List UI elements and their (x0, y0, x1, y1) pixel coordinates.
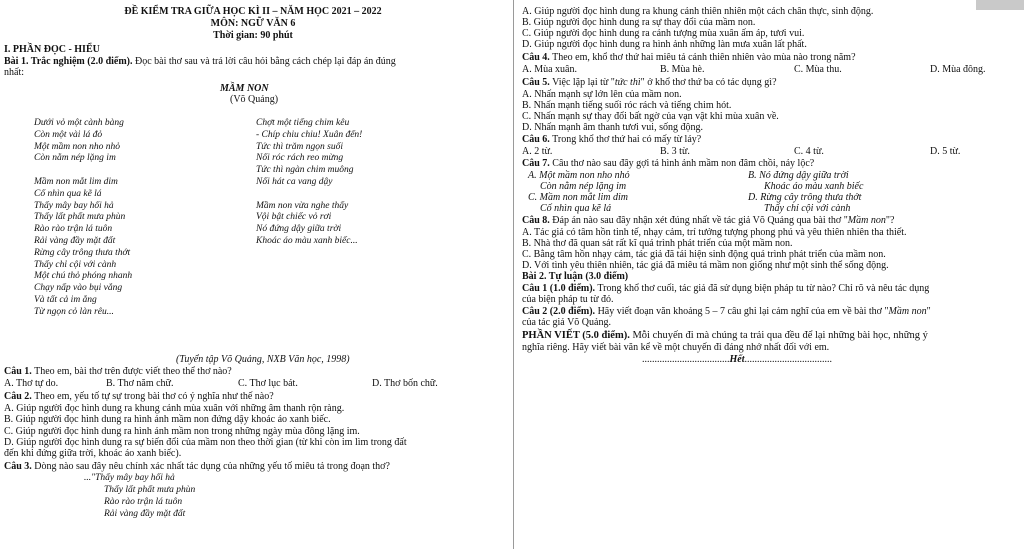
q6-option-b: B. 3 từ. (660, 146, 690, 157)
q2-label: Câu 2. (4, 391, 32, 402)
q6-stem (522, 134, 701, 145)
q7-label: Câu 7. (522, 158, 550, 169)
q3-option-b: B. Giúp người đọc hình dung ra sự thay đổi của mầm non. (522, 17, 756, 28)
q3-option-d: D. Giúp người đọc hình dung ra hình ảnh những làn mưa xuân lất phất. (522, 39, 807, 50)
q1-text: Theo em, bài thơ trên được viết theo thể thơ nào? (31, 366, 232, 377)
q8-option-d: D. Với tình yêu thiên nhiên, tác giả đã miêu tả mầm non giống như một sinh thể sống động. (522, 260, 889, 271)
q2-stem (4, 391, 274, 402)
bai2-c1-text: Trong khổ thơ cuối, tác giả đã sử dụng biện pháp tu từ nào? Chỉ rõ và nêu tác dụng (595, 283, 930, 294)
bai2-c2-text: Hãy viết đoạn văn khoảng 5 – 7 câu ghi lại cảm nghĩ của em về bài thơ " (595, 306, 889, 317)
q7-option-a: A. Một mầm non nho nhỏ (528, 170, 630, 181)
q7-option-c-cont: Cố nhìn qua kẽ lá (540, 203, 612, 214)
end-dots-right: ................................... (744, 354, 832, 365)
q3-excerpt-line: Thấy lất phất mưa phùn (104, 485, 196, 495)
q8-option-a: A. Tác giả có tâm hồn tinh tế, nhạy cảm, trí tưởng tượng phong phú và yêu thiên nhiên tha thiết. (522, 227, 907, 238)
end-dots-left: ................................... (642, 354, 730, 365)
q8-text-pre: Đáp án nào sau đây nhận xét đúng nhất về tác giả Võ Quảng qua bài thơ " (549, 215, 848, 226)
q3-stem (4, 461, 390, 472)
q7-stem (522, 158, 814, 169)
bai2-c2-em: Mầm non (888, 306, 927, 317)
exam-time: Thời gian: 90 phút (213, 30, 293, 41)
right-column (522, 0, 1018, 549)
bai2-c1 (522, 283, 929, 294)
q7-text: Câu thơ nào sau đây gợi tả hình ảnh mầm non đâm chồi, nảy lộc? (549, 158, 815, 169)
column-divider (513, 0, 514, 549)
q4-option-c: C. Mùa thu. (794, 64, 842, 75)
q1-option-a: A. Thơ tự do. (4, 378, 59, 389)
poem-line: Nó đứng dậy giữa trời (256, 224, 342, 235)
section-reading-heading: I. PHẦN ĐỌC - HIỂU (4, 44, 100, 55)
poem-line: Còn một vài lá đỏ (34, 129, 103, 140)
q2-option-a: A. Giúp người đọc hình dung ra khung cảnh mùa xuân với những âm thanh rộn ràng. (4, 403, 345, 414)
poem-line: Khoác áo màu xanh biếc... (256, 236, 358, 246)
poem-line: Chạy nấp vào bụi vắng (34, 283, 123, 294)
q6-option-c: C. 4 từ. (794, 146, 824, 157)
q7-option-d-cont: Thấy chỉ cội với cành (764, 203, 851, 214)
left-column (0, 0, 506, 549)
q6-label: Câu 6. (522, 134, 550, 145)
bai2-c2-label: Câu 2 (2.0 điểm). (522, 306, 596, 317)
exam-title: ĐỀ KIỂM TRA GIỮA HỌC KÌ II – NĂM HỌC 2021 – 2022 (124, 6, 382, 17)
bai1-intro-text: Đọc bài thơ sau và trả lời câu hỏi bằng cách chép lại đáp án đúng (132, 56, 396, 67)
poem-line: Dưới vỏ một cành bàng (34, 118, 124, 128)
poem-line: Thấy mây bay hối hả (34, 200, 114, 211)
q7-option-b: B. Nó đứng dậy giữa trời (748, 170, 849, 181)
q5-label: Câu 5. (522, 77, 550, 88)
q5-option-d: D. Nhấn mạnh âm thanh tươi vui, sống động. (522, 122, 703, 133)
q5-option-b: B. Nhấn mạnh tiếng suối róc rách và tiếng chim hót. (522, 100, 732, 111)
poem-line: Cố nhìn qua kẽ lá (34, 188, 102, 199)
poem-source: (Tuyển tập Võ Quảng, NXB Văn học, 1998) (176, 354, 350, 365)
q8-stem (522, 215, 894, 226)
q1-stem (4, 366, 232, 377)
poem-line: Và tất cả im ắng (34, 295, 97, 305)
q4-option-d: D. Mùa đông. (930, 64, 986, 75)
q7-option-a-cont: Còn nằm nép lặng im (540, 181, 627, 192)
end-word: Hết (729, 354, 745, 365)
section-writing-cont: nghĩa riêng. Hãy viết bài văn kể về một chuyến đi đáng nhớ nhất đối với em. (522, 342, 830, 353)
bai2-c2-end: " (926, 306, 931, 317)
q4-stem (522, 52, 856, 63)
poem-line: Rải vàng đầy mặt đất (34, 236, 116, 246)
q8-option-c: C. Bằng tâm hồn nhạy cảm, tác giả đã tái hiện sinh động quá trình phát triển của mầm non. (522, 249, 886, 260)
q2-option-c: C. Giúp người đọc hình dung ra hình ảnh mầm non trong những ngày mùa đông lặng im. (4, 426, 360, 437)
poem-line: Một mầm non nho nhỏ (34, 141, 121, 152)
window-corner (976, 0, 1024, 10)
q5-stem (522, 77, 777, 88)
q3-text: Dòng nào sau đây nêu chính xác nhất tác dụng của những yếu tố miêu tả trong đoạn thơ? (31, 461, 390, 472)
q1-option-b: B. Thơ năm chữ. (106, 378, 174, 389)
poem-line: Từ ngọn cỏ làn rêu... (34, 306, 114, 317)
q7-option-c: C. Mầm non mắt lim dim (528, 192, 628, 203)
q5-option-c: C. Nhấn mạnh sự thay đổi bất ngờ của vạn vật khi mùa xuân về. (522, 111, 779, 122)
bai2-c1-cont: của biện pháp tu từ đó. (522, 294, 614, 305)
q5-text-em: tức thì (614, 77, 641, 88)
poem-line: Mầm non mắt lim dim (34, 177, 118, 187)
poem-line: Nối hát ca vang dậy (256, 177, 333, 187)
bai2-c1-label: Câu 1 (1.0 điểm). (522, 283, 596, 294)
bai2-title: Bài 2. Tự luận (3.0 điểm) (522, 271, 629, 282)
q3-option-c: C. Giúp người đọc hình dung ra cảnh tượng mùa xuân ấm áp, tươi vui. (522, 28, 805, 39)
q4-option-b: B. Mùa hè. (660, 64, 705, 75)
q3-label: Câu 3. (4, 461, 32, 472)
q2-text: Theo em, yếu tố tự sự trong bài thơ có ý nghĩa như thế nào? (31, 391, 274, 402)
q3-excerpt-line: Rải vàng đầy mặt đất (104, 509, 186, 519)
poem-line: Nối róc rách reo mừng (256, 153, 344, 164)
bai2-c2 (522, 306, 931, 317)
q3-excerpt-line: ..."Thấy mây bay hối hả (84, 473, 175, 483)
poem-line: Tức thì ngàn chim muông (256, 165, 354, 176)
poem-line: Rào rào trận lá tuôn (34, 224, 113, 235)
q6-option-a: A. 2 từ. (522, 146, 553, 157)
q8-text-em: Mầm non (847, 215, 886, 226)
poem-title: MẦM NON (220, 83, 269, 94)
bai1-intro-label: Bài 1. Trắc nghiệm (2.0 điểm). (4, 56, 133, 67)
q2-option-b: B. Giúp người đọc hình dung ra hình ảnh mầm non đứng dậy khoác áo xanh biếc. (4, 414, 331, 425)
section-writing-text: Mỗi chuyến đi mà chúng ta trải qua đều để lại những bài học, những ý (629, 330, 928, 341)
poem-line: Vội bật chiếc vỏ rơi (256, 212, 332, 223)
bai1-intro (4, 56, 396, 67)
q6-text: Trong khổ thơ thứ hai có mấy từ láy? (549, 134, 702, 145)
q1-option-d: D. Thơ bốn chữ. (372, 378, 438, 389)
end-marker (642, 354, 832, 365)
q5-text-pre: Việc lặp lại từ " (549, 77, 615, 88)
q8-label: Câu 8. (522, 215, 550, 226)
q1-label: Câu 1. (4, 366, 32, 377)
q2-option-d: D. Giúp người đọc hình dung ra sự biến đổi của mầm non theo thời gian (từ khi còn im lìm trong đất (4, 437, 407, 448)
q5-option-a: A. Nhấn mạnh sự lớn lên của mầm non. (522, 89, 682, 100)
poem-line: Chợt một tiếng chim kêu (256, 118, 350, 128)
poem-line: Tức thì trăm ngọn suối (256, 141, 343, 152)
poem-line: - Chíp chiu chiu! Xuân đến! (256, 129, 363, 140)
bai2-c2-cont: của tác giả Võ Quảng. (522, 317, 611, 328)
q3-excerpt-line: Rào rào trận lá tuôn (104, 497, 183, 507)
q3-option-a: A. Giúp người đọc hình dung ra khung cảnh thiên nhiên một cách chân thực, sinh động. (522, 6, 874, 17)
poem-line: Mầm non vừa nghe thấy (256, 200, 349, 211)
section-writing (522, 330, 928, 341)
q7-option-d: D. Rừng cây trông thưa thớt (748, 192, 862, 203)
exam-subject: MÔN: NGỮ VĂN 6 (210, 18, 296, 29)
poem-author: (Võ Quảng) (230, 94, 279, 105)
q2-option-d-cont: đến khi đứng giữa trời, khoác áo xanh biếc). (4, 448, 182, 459)
q4-label: Câu 4. (522, 52, 550, 63)
q7-option-b-cont: Khoác áo màu xanh biếc (764, 181, 864, 192)
section-writing-label: PHẦN VIẾT (5.0 điểm). (522, 330, 630, 341)
bai1-intro-cont: nhất: (4, 67, 24, 78)
poem-line: Rừng cây trông thưa thớt (34, 247, 131, 258)
q8-option-b: B. Nhà thơ đã quan sát rất kĩ quá trình phát triển của một mầm non. (522, 238, 793, 249)
q4-option-a: A. Mùa xuân. (522, 64, 577, 75)
q5-text-post: " ở khổ thơ thứ ba có tác dụng gì? (640, 77, 777, 88)
poem-line: Thấy chỉ cội với cành (34, 259, 117, 270)
q1-option-c: C. Thơ lục bát. (238, 378, 298, 389)
poem-line: Còn nằm nép lặng im (34, 153, 116, 164)
q6-option-d: D. 5 từ. (930, 146, 961, 157)
poem-line: Một chú thỏ phóng nhanh (34, 271, 133, 282)
poem-line: Thấy lất phất mưa phùn (34, 212, 126, 223)
q4-text: Theo em, khổ thơ thứ hai miêu tả cảnh thiên nhiên vào mùa nào trong năm? (549, 52, 856, 63)
q8-text-post: "? (885, 215, 895, 226)
